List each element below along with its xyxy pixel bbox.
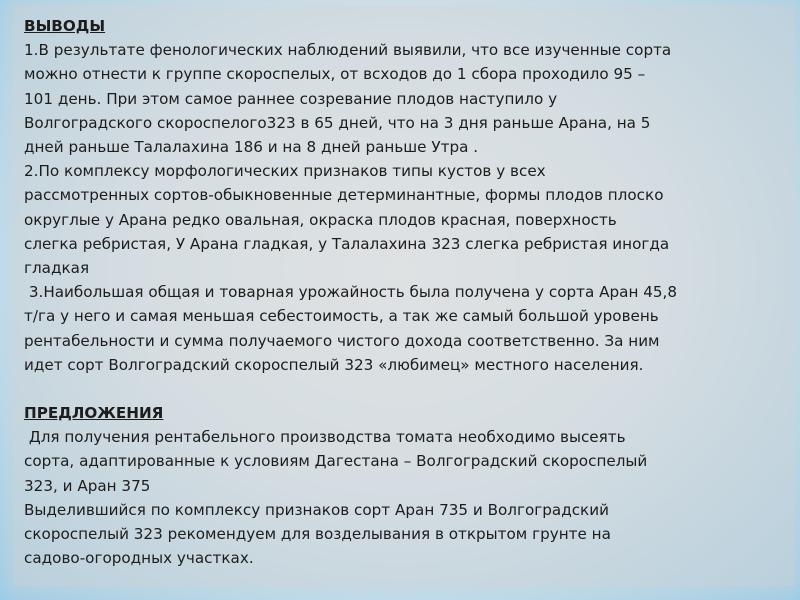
proposals-line: сорта, адаптированные к условиям Дагестана – Волгоградский скороспелый bbox=[24, 452, 648, 471]
conclusions-line: 1.В результате фенологических наблюдений выявили, что все изученные сорта bbox=[24, 41, 672, 60]
proposals-heading: ПРЕДЛОЖЕНИЯ bbox=[24, 404, 164, 423]
conclusions-line: идет сорт Волгоградский скороспелый 323 «любимец» местного населения. bbox=[24, 355, 644, 374]
conclusions-line: гладкая bbox=[24, 259, 90, 278]
conclusions-line: слегка ребристая, У Арана гладкая, у Талалахина 323 слегка ребристая иногда bbox=[24, 234, 670, 253]
conclusions-line: 101 день. При этом самое раннее созревание плодов наступило у bbox=[24, 89, 558, 108]
conclusions-line: рассмотренных сортов-обыкновенные детерминантные, формы плодов плоско bbox=[24, 186, 664, 205]
conclusions-line: 2.По комплексу морфологических признаков типы кустов у всех bbox=[24, 162, 546, 181]
proposals-line: Для получения рентабельного производства томата необходимо высеять bbox=[24, 428, 626, 447]
conclusions-line: Волгоградского скороспелого323 в 65 дней, что на 3 дня раньше Арана, на 5 bbox=[24, 113, 651, 132]
proposals-line: скороспелый 323 рекомендуем для возделывания в открытом грунте на bbox=[24, 525, 611, 544]
conclusions-line: можно отнести к группе скороспелых, от всходов до 1 сбора проходило 95 – bbox=[24, 65, 646, 84]
section-spacer bbox=[24, 377, 784, 401]
conclusions-line: 3.Наибольшая общая и товарная урожайность была получена у сорта Аран 45,8 bbox=[24, 283, 678, 302]
conclusions-line: дней раньше Талалахина 186 и на 8 дней раньше Утра . bbox=[24, 138, 479, 157]
conclusions-heading: ВЫВОДЫ bbox=[24, 17, 106, 35]
conclusions-line: округлые у Арана редко овальная, окраска плодов красная, поверхность bbox=[24, 210, 617, 229]
proposals-line: 323, и Аран 375 bbox=[24, 476, 151, 495]
conclusions-line: т/га у него и самая меньшая себестоимость, а так же самый большой уровень bbox=[24, 307, 659, 326]
conclusions-line: рентабельности и сумма получаемого чистого дохода соответственно. За ним bbox=[24, 331, 660, 350]
proposals-line: садово-огородных участках. bbox=[24, 549, 254, 568]
proposals-line: Выделившийся по комплексу признаков сорт Аран 735 и Волгоградский bbox=[24, 500, 609, 519]
slide-text bbox=[24, 14, 784, 570]
